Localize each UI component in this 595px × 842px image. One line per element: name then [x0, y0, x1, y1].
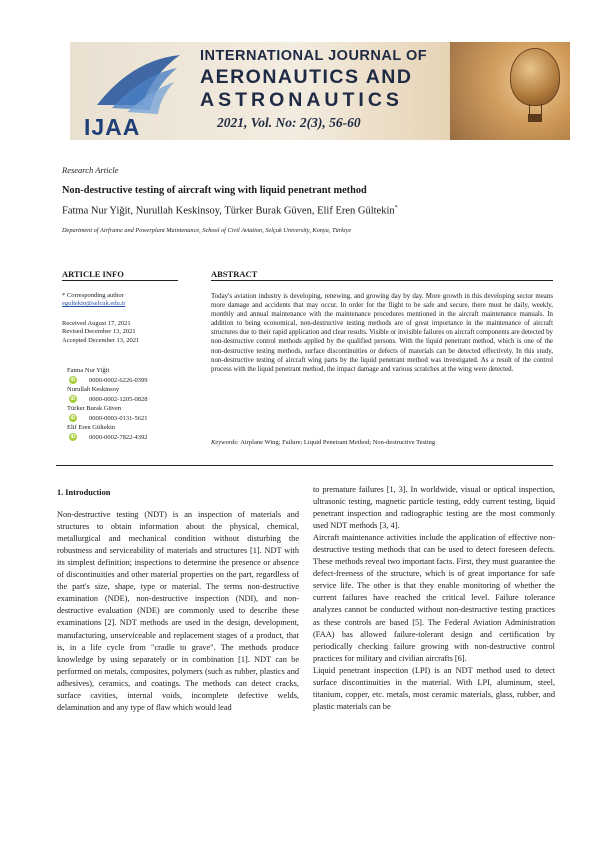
journal-title-line2: AERONAUTICS AND [200, 66, 413, 88]
keywords-list: Airplane Wing; Failure; Liquid Penetrant Method; Non-destructive Testing [240, 439, 436, 446]
abstract-text: Today's aviation industry is developing, renewing, and growing day by day. More growth in this developing sector means more damage and accidents that may occur. In order for the flight to be safe and secure, there must be daily, weekly, monthly and annual maintenance with the maintenance procedures mentioned in the aircraft maintenance manuals. In addition to being economical, non-destructive testing methods are of great importance in the maintenance of aircraft structures due to their rapid application and clear results. Visible or invisible failures on aircraft components are detected by non-destructive control methods applied by the qualified persons. With the liquid penetrant method, which is one of the non-destructive testing methods, surface discontinuities or defects of materials can be detected effectively. In this study, non-destructive testing of aircraft wing parts by the liquid penetrant method was investigated. As a result of the control process with the liquid penetrant method, the impact damage and various scratches at the wing were detected. [211, 293, 553, 373]
balloon-basket [528, 114, 542, 122]
accepted-date: Accepted December 13, 2021 [62, 336, 140, 344]
body-paragraph: Liquid penetrant inspection (LPI) is an NDT method used to detect surface discontinuities in the material. With LPI, aluminum, steel, titanium, copper, etc. metals, most ceramic materials, glass, rubber, and plastic materials can be [313, 665, 555, 711]
article-info-rule [62, 280, 178, 281]
corresponding-mark: * [394, 205, 398, 211]
revised-date: Revised December 13, 2021 [62, 328, 136, 336]
orcid-author-name: Elif Eren Gültekin [67, 424, 116, 431]
section-divider [56, 465, 553, 466]
body-paragraph: Non-destructive testing (NDT) is an inspection of materials and structures to obtain information about the physical, chemical, metallurgical and mechanical condition without disturbing the robustness and serviceability of materials and structures [1]. NDT with its simplest definition; inspections to determine the presence or absence of discontinuities and other material properties on the part, regardless of the part's size, shape, type or material. The terms non-destructive examination (NDE), non-destructive inspection (NDI), and non-destructive evaluation (NDE) are commonly used to describe these examinations [2]. NDT methods are used in the design, development, manufacturing, unserviceable and replacement stages of a product, that is, in a life cycle from "cradle to grave". The methods produce knowledge by using separately or in combination [1]. NDT can be performed on metals, composites, polymers (such as rubber, plastics and adhesives), ceramics, and coatings. The methods can detect cracks, surface cavities, internal voids, incomplete defective welds, delamination and any type of flaw which would lead [57, 510, 299, 712]
orcid-author-name: Türker Burak Güven [67, 405, 122, 412]
keywords [211, 439, 435, 446]
corresponding-note: * Corresponding author [62, 292, 124, 299]
body-right-column [313, 484, 555, 713]
orcid-entry[interactable] [67, 433, 148, 443]
article-title: Non-destructive testing of aircraft wing with liquid penetrant method [62, 185, 367, 196]
orcid-icon: iD [70, 433, 76, 440]
journal-logo [70, 42, 188, 140]
journal-logo-text: IJAA [84, 114, 141, 140]
body-paragraph: Aircraft maintenance activities include the application of effective non-destructive testing methods that can be used to detect foreseen defects. These methods reveal two important facts. First, they must guarantee the defect-freeness of the structure, which is of great importance for safe service life. The other is that they enable monitoring of whether the current failures have reached the critical level. Failure tolerance analyzes cannot be conducted without non-destructive testing practices as these controls are based [5]. The Federal Aviation Administration (FAA) has allowed failure-tolerant design and certification by periodically checking failure growing with non-destructive control practices for military and civilian aircrafts [6]. [313, 533, 555, 663]
corresponding-email-link[interactable]: egultekin@selcuk.edu.tr [62, 300, 126, 308]
article-type: Research Article [62, 165, 119, 175]
orcid-icon: iD [70, 414, 76, 421]
journal-issue: 2021, Vol. No: 2(3), 56-60 [217, 115, 361, 130]
journal-title-line1: INTERNATIONAL JOURNAL OF [200, 48, 428, 64]
article-authors [62, 205, 398, 217]
body-paragraph: to premature failures [1, 3]. In worldwide, visual or optical inspection, ultrasonic testing, magnetic particle testing, eddy current testing, liquid penetrant inspection and radiographic testing are the most commonly used NDT methods [3, 4]. [313, 485, 555, 531]
orcid-entry[interactable] [67, 376, 148, 386]
section-heading: 1. Introduction [57, 488, 111, 497]
abstract-rule [211, 280, 553, 281]
article-info-heading: ARTICLE INFO [62, 269, 124, 279]
orcid-author-name: Fatma Nur Yiğit [67, 367, 110, 374]
journal-banner [70, 42, 570, 140]
keywords-label: Keywords: [211, 439, 239, 446]
journal-title-line3: ASTRONAUTICS [200, 89, 403, 111]
orcid-icon: iD [70, 376, 76, 383]
author-list: Fatma Nur Yiğit, Nurullah Keskinsoy, Türker Burak Güven, Elif Eren Gültekin [62, 205, 395, 217]
orcid-id[interactable]: 0000-0002-7822-4392 [89, 433, 148, 441]
orcid-entry[interactable] [67, 395, 148, 405]
article-dates [62, 320, 139, 345]
abstract-heading: ABSTRACT [211, 269, 258, 279]
article-info-block [62, 292, 125, 309]
orcid-id[interactable]: 0000-0003-0131-5621 [89, 414, 148, 422]
orcid-entry[interactable] [67, 414, 148, 424]
spacer [57, 499, 299, 509]
orcid-list [67, 366, 148, 442]
body-left-column [57, 487, 299, 714]
orcid-id[interactable]: 0000-0002-6226-0399 [89, 376, 148, 384]
received-date: Received August 17, 2021 [62, 320, 131, 327]
wing-logo-icon [92, 50, 182, 120]
author-affiliation: Department of Airframe and Powerplant Maintenance, School of Civil Aviation, Selçuk University, Konya, Türkiye [62, 227, 352, 234]
hot-air-balloon-icon [510, 48, 560, 106]
orcid-id[interactable]: 0000-0002-1205-0828 [89, 395, 148, 403]
orcid-icon: iD [70, 395, 76, 402]
orcid-author-name: Nurullah Keskinsoy [67, 386, 120, 393]
